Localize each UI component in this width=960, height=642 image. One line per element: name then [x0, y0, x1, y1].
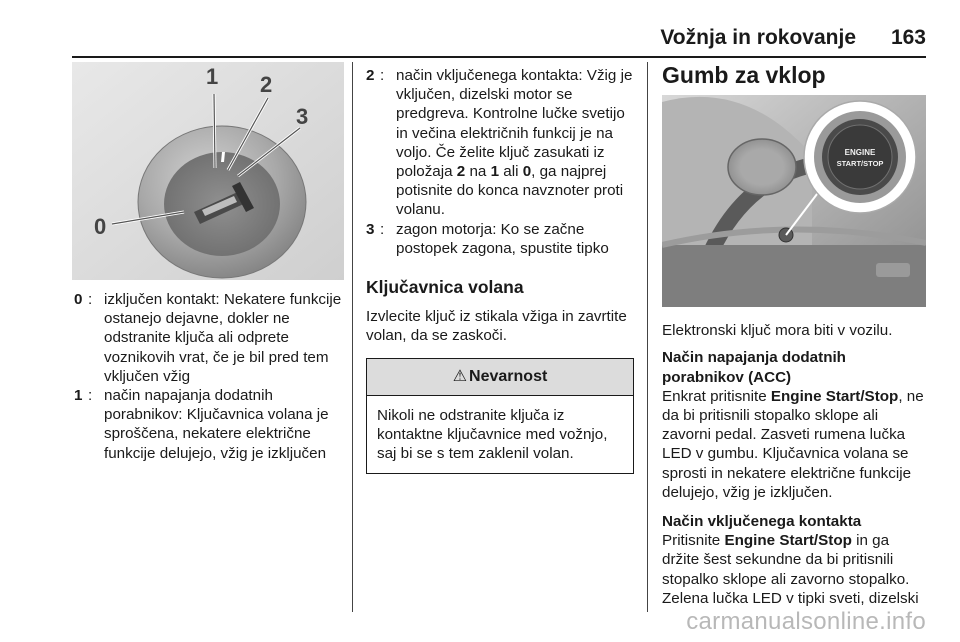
list-item-position-2: 2 : način vključenega kontakta: Vžig je vključen, dizelski motor se predgreva. Kontrolne lučke svetijo in večina električnih funkcij je na voljo. Če želite ključ zasukati iz položaja 2 na 1 ali 0, ga najprej potisnite do konca navznoter proti volanu.	[366, 67, 633, 219]
steering-lock-heading: Ključavnica volana	[366, 277, 524, 298]
figure-label-3: 3	[296, 104, 309, 129]
ignition-lock-illustration	[72, 62, 344, 280]
middle-column	[366, 66, 634, 474]
list-item-position-0: 0 : izključen kontakt: Nekatere funkcije ostanejo dejavne, dokler ne odstranite ključa ali odprete voznikovih vrat, če je bil pred tem vključen vžig	[74, 291, 342, 385]
electronic-key-note: Elektronski ključ mora biti v vozilu.	[662, 322, 893, 340]
page-header	[0, 0, 960, 60]
warning-triangle-icon: ⚠	[452, 368, 468, 386]
start-stop-button-photo	[662, 95, 926, 307]
warning-header	[367, 359, 633, 396]
engine-button-label-1: ENGINE	[844, 148, 876, 158]
page-title: Vožnja in rokovanje	[660, 26, 856, 49]
list-number: 3	[366, 220, 375, 238]
section-title-power-button: Gumb za vklop	[662, 62, 826, 88]
acc-mode-heading: Način napajanja dodatnih porabnikov (ACC)	[662, 349, 846, 386]
list-item-position-3: 3 : zagon motorja: Ko se začne postopek zagona, spustite tipko	[366, 220, 609, 257]
page-number: 163	[890, 26, 926, 49]
list-item-position-1: 1 : način napajanja dodatnih porabnikov: Ključavnica volana je sproščena, nekatere električne funkcije delujejo, vžig je izključen	[74, 387, 329, 462]
warning-text: Nikoli ne odstranite ključa iz kontaktne ključavnice med vožnjo, saj bi se s tem zaklenil volan.	[377, 406, 608, 463]
list-text: način napajanja dodatnih porabnikov: Ključavnica volana je sproščena, nekatere električne funkcije delujejo, vžig je izključen	[104, 387, 329, 462]
engine-button-label-2: START/STOP	[836, 159, 884, 169]
ignition-positions-list-1	[74, 290, 344, 463]
list-number: 1	[74, 387, 83, 405]
danger-warning-box	[366, 358, 634, 475]
ignition-on-paragraph: Pritisnite Engine Start/Stop in ga držite šest sekundne da bi pritisnili stopalko sklope ali zavorno stopalko. Zelena lučka LED v tipki sveti, dizelski	[662, 532, 919, 607]
column-divider-left	[352, 62, 353, 612]
figure-label-2: 2	[260, 72, 273, 97]
list-number: 0	[74, 291, 83, 308]
figure-label-1: 1	[206, 64, 219, 89]
watermark: carmanualsonline.info	[686, 608, 926, 635]
header-rule	[72, 56, 926, 58]
list-text: izključen kontakt: Nekatere funkcije ostanejo dejavne, dokler ne odstranite ključa ali odprete voznikovih vrat, če je bil pred tem vključen vžig	[104, 291, 342, 385]
column-divider-right	[647, 62, 648, 612]
warning-title: Nevarnost	[469, 368, 548, 386]
right-column	[662, 62, 928, 608]
figure-label-0: 0	[94, 214, 107, 239]
ignition-on-heading: Način vključenega kontakta	[662, 513, 862, 531]
list-text: zagon motorja: Ko se začne postopek zagona, spustite tipko	[396, 220, 609, 257]
list-number: 2	[366, 67, 375, 84]
steering-lock-paragraph: Izvlecite ključ iz stikala vžiga in zavrtite volan, da se zaskoči.	[366, 308, 627, 345]
acc-mode-paragraph: Enkrat pritisnite Engine Start/Stop, ne da bi pritisnili stopalko sklope ali zavorni pedal. Zasveti rumena lučka LED v gumbu. Ključavnica volana se sprosti in nekatere električne funkcije delujejo, vžig je izključen.	[662, 387, 924, 501]
